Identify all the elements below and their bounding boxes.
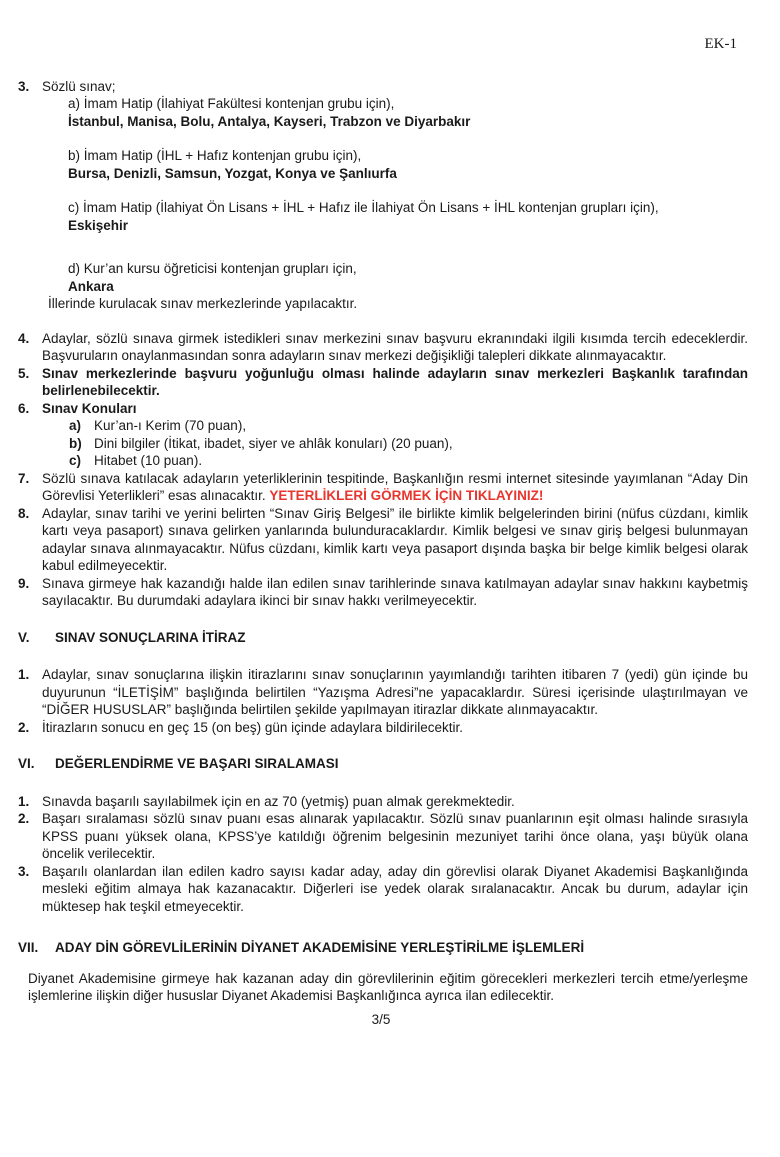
- list-item: [14, 719, 748, 737]
- item-marker: 6.: [18, 400, 30, 416]
- text-segment: Sözlü sınava katılacak adayların yeterliklerinin tespitinde, Başkanlığın resmi internet sitesinde yayımlanan “Aday Din Görevlisi Yeterlikleri” esas alınacaktır.: [42, 470, 748, 503]
- text-segment: İstanbul, Manisa, Bolu, Antalya, Kayseri, Trabzon ve Diyarbakır: [68, 113, 471, 129]
- list-item: [14, 470, 748, 505]
- page-number: 3/5: [371, 1011, 391, 1027]
- item-text: [42, 330, 748, 365]
- item-marker: a): [69, 418, 82, 433]
- item-text: [42, 470, 748, 505]
- sub-line: [68, 217, 748, 235]
- sub-line: [68, 260, 748, 278]
- list-item: [14, 575, 748, 610]
- text-segment: İllerinde kurulacak sınav merkezlerinde yapılacaktır.: [48, 296, 358, 311]
- item-text: [55, 939, 748, 957]
- text-segment: Sınavda başarılı sayılabilmek için en az 70 (yetmiş) puan almak gerekmektedir.: [42, 793, 515, 809]
- item-marker: c): [69, 453, 82, 468]
- item-text: [55, 755, 748, 773]
- item-text: [42, 575, 748, 610]
- blank-line: [14, 182, 748, 199]
- text-segment: SINAV SONUÇLARINA İTİRAZ: [55, 629, 246, 645]
- attachment-label: EK-1: [704, 36, 737, 52]
- list-item: [14, 330, 748, 365]
- document-blocks: [14, 78, 748, 1005]
- sub-list-item: [65, 435, 748, 453]
- text-segment: Adaylar, sınav tarihi ve yerini belirten “Sınav Giriş Belgesi” ile birlikte kimlik belgelerinden birini (nüfus cüzdanı, kimlik kartı veya pasaport) sınava gelirken yanlarında bulunduracaklardır. Kimlik belgesi ve sınav giriş belgesi bulunmayan adaylar sınava alınmayacaktır. Nüfus cüzdanı, kimlik kartı veya pasaport dışında başka bir belge kimlik belgesi olarak kabul edilmeyecektir.: [42, 505, 748, 573]
- list-item: [14, 810, 748, 863]
- sub-line: [68, 113, 748, 131]
- text-segment: Sınava girmeye hak kazandığı halde ilan edilen sınav tarihlerinde sınava katılmayan adaylar sınav hakkını kaybetmiş sayılacaktır. Bu durumdaki adaylara ikinci bir sınav hakkı verilmeyecektir.: [42, 575, 748, 608]
- text-segment: Diyanet Akademisine girmeye hak kazanan aday din görevlilerinin eğitim görecekleri merkezleri tercih etme/yerleşme işlemlerine ilişkin diğer hususlar Diyanet Akademisi Başkanlığınca ayrıca ilan edilecektir.: [28, 970, 748, 1003]
- item-text: [42, 666, 748, 719]
- item-text: [42, 78, 748, 96]
- blank-line: [14, 313, 748, 330]
- text-segment: ADAY DİN GÖREVLİLERİNİN DİYANET AKADEMİSİNE YERLEŞTİRİLME İŞLEMLERİ: [55, 940, 585, 955]
- item-marker: 1.: [18, 667, 30, 682]
- item-marker: 3.: [18, 863, 30, 879]
- section-heading: [14, 939, 748, 957]
- text-segment: Adaylar, sınav sonuçlarına ilişkin itirazlarını sınav sonuçlarının yayımlandığı tarihten itibaren 7 (yedi) gün içinde bu duyurunun “İLETİŞİM” başlığında belirtilen “Yazışma Adresi”ne yapacaklardır. Süresi içerisinde ulaştırılmayan ve “DİĞER HUSUSLAR” başlığında belirtilen şekilde yapılmayan itirazlar dikkate alınmayacaktır.: [42, 667, 748, 717]
- item-marker: 8.: [18, 505, 30, 521]
- sub-line: [68, 95, 748, 113]
- item-marker: 2.: [18, 719, 30, 735]
- text-segment: Dini bilgiler (İtikat, ibadet, siyer ve ahlâk konuları) (20 puan),: [94, 435, 453, 451]
- sub-line: [68, 278, 748, 296]
- sub-line: [68, 199, 748, 217]
- item-marker: 3.: [18, 78, 30, 94]
- yeterlikler-link[interactable]: YETERLİKLERİ GÖRMEK İÇİN TIKLAYINIZ!: [269, 488, 544, 503]
- text-segment: DEĞERLENDİRME VE BAŞARI SIRALAMASI: [55, 756, 339, 771]
- sub-line: [68, 165, 748, 183]
- blank-line: [14, 130, 748, 147]
- blank-line: [14, 234, 748, 260]
- item-marker: 4.: [18, 330, 30, 346]
- sub-line: [68, 147, 748, 165]
- list-item: [14, 666, 748, 719]
- text-segment: Adaylar, sözlü sınava girmek istedikleri sınav merkezini sınav başvuru ekranındaki ilgili kısımda tercih edeceklerdir. Başvuruların onaylanmasından sonra adayların sınav merkezi değişikliği talepleri dikkate alınmayacaktır.: [42, 330, 748, 363]
- item-marker: 1.: [18, 793, 30, 809]
- list-item: [14, 78, 748, 96]
- list-item: [14, 400, 748, 418]
- item-text: [94, 435, 748, 453]
- item-text: [42, 400, 748, 418]
- text-segment: c) İmam Hatip (İlahiyat Ön Lisans + İHL + Hafız ile İlahiyat Ön Lisans + İHL kontenjan grupları için),: [68, 200, 659, 215]
- item-marker: 9.: [18, 575, 30, 591]
- section-numeral: V.: [18, 629, 30, 645]
- sub-list-item: [65, 452, 748, 470]
- text-segment: Sınav merkezlerinde başvuru yoğunluğu olması halinde adayların sınav merkezleri Başkanlık tarafından belirlenebilecektir.: [42, 365, 748, 398]
- text-segment: d) Kur’an kursu öğreticisi kontenjan grupları için,: [68, 261, 357, 276]
- text-segment: a) İmam Hatip (İlahiyat Fakültesi kontenjan grubu için),: [68, 96, 395, 111]
- item-text: [42, 863, 748, 916]
- item-text: [94, 417, 748, 435]
- list-item: [14, 863, 748, 916]
- section-numeral: VI.: [18, 756, 35, 771]
- list-item: [14, 793, 748, 811]
- item-text: [94, 452, 748, 470]
- item-marker: 2.: [18, 811, 30, 826]
- sub-list-item: [65, 417, 748, 435]
- text-segment: Başarılı olanlardan ilan edilen kadro sayısı kadar aday, aday din görevlisi olarak Diyanet Akademisi Başkanlığında mesleki eğitim almaya hak kazanacaktır. Diğerleri ise yedek olarak sıralanacaktır. Ancak bu durum, adaylar için müktesep hak teşkil etmeyecektir.: [42, 863, 748, 914]
- text-segment: Sözlü sınav;: [42, 78, 116, 94]
- section-heading: [14, 629, 748, 647]
- text-segment: Kur’an-ı Kerim (70 puan),: [94, 418, 247, 433]
- item-text: [42, 810, 748, 863]
- item-text: [42, 505, 748, 575]
- item-text: [42, 793, 748, 811]
- text-segment: Başarı sıralaması sözlü sınav puanı esas alınarak yapılacaktır. Sözlü sınav puanlarının eşit olması halinde sırasıyla KPSS puanı yüksek olana, KPSS’ye katıldığı öğrenim belgesinin mezuniyet tarihi önce olana, yaşı büyük olana öncelik verilecektir.: [42, 811, 748, 861]
- sub-line-outdent: [48, 295, 748, 313]
- text-segment: Bursa, Denizli, Samsun, Yozgat, Konya ve Şanlıurfa: [68, 165, 397, 181]
- text-segment: İtirazların sonucu en geç 15 (on beş) gün içinde adaylara bildirilecektir.: [42, 719, 463, 735]
- section-numeral: VII.: [18, 940, 39, 955]
- text-segment: Sınav Konuları: [42, 400, 137, 416]
- text-segment: Eskişehir: [68, 217, 129, 233]
- item-marker: b): [69, 435, 82, 451]
- paragraph: [28, 970, 748, 1005]
- item-text: [55, 629, 748, 647]
- item-marker: 7.: [18, 470, 30, 486]
- item-text: [42, 719, 748, 737]
- section-heading: [14, 755, 748, 773]
- item-marker: 5.: [18, 365, 30, 381]
- item-text: [42, 365, 748, 400]
- text-segment: b) İmam Hatip (İHL + Hafız kontenjan grubu için),: [68, 148, 362, 163]
- text-segment: Ankara: [68, 278, 114, 294]
- list-item: [14, 365, 748, 400]
- text-segment: Hitabet (10 puan).: [94, 453, 203, 468]
- list-item: [14, 505, 748, 575]
